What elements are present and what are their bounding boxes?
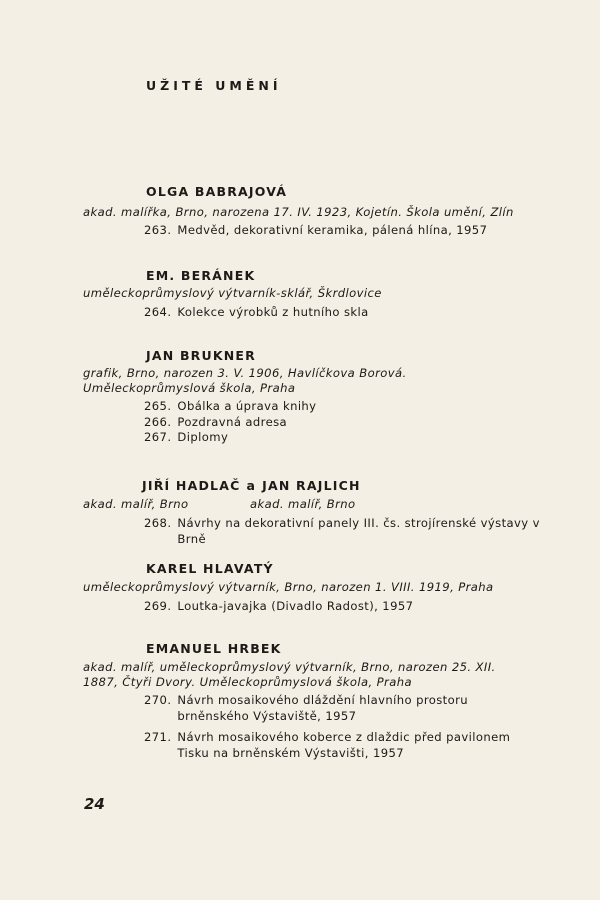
work-list <box>144 599 544 615</box>
work-number: 270. <box>144 693 172 707</box>
section-title: UŽITÉ UMĚNÍ <box>146 78 282 93</box>
work-item <box>144 399 544 415</box>
artist-names <box>142 478 361 493</box>
artist-bio: uměleckoprůmyslový výtvarník-sklář, Škrdlovice <box>83 286 382 300</box>
work-number: 267. <box>144 430 172 444</box>
work-list <box>144 693 539 761</box>
work-title: Návrh mosaikového koberce z dlaždic před pavilonem Tisku na brněnském Výstavišti, 1957 <box>177 730 511 760</box>
work-item <box>144 730 539 761</box>
work-number: 265. <box>144 399 172 413</box>
work-number: 271. <box>144 730 172 744</box>
artist-name: OLGA BABRAJOVÁ <box>146 184 288 199</box>
work-title: Pozdravná adresa <box>177 414 288 429</box>
work-number: 268. <box>144 516 172 530</box>
artist-bio-b: akad. malíř, Brno <box>250 497 356 511</box>
work-title: Loutka-javajka (Divadlo Radost), 1957 <box>177 599 414 613</box>
work-list <box>144 223 544 239</box>
work-item <box>144 223 544 239</box>
artist-name-a: JIŘÍ HADLAČ <box>142 478 241 493</box>
work-number: 269. <box>144 599 172 613</box>
work-item <box>144 305 544 321</box>
artist-name: JAN BRUKNER <box>146 348 256 363</box>
artist-bio-a: akad. malíř, Brno <box>83 497 189 511</box>
work-item <box>144 693 539 724</box>
work-title: Kolekce výrobků z hutního skla <box>177 305 369 319</box>
work-list <box>144 516 564 547</box>
work-number: 266. <box>144 414 172 429</box>
artist-name: KAREL HLAVATÝ <box>146 561 274 576</box>
work-list <box>144 305 544 321</box>
artist-bio: akad. malířka, Brno, narozena 17. IV. 1923, Kojetín. Škola umění, Zlín <box>83 205 514 219</box>
work-item <box>144 430 544 446</box>
work-title: Návrh mosaikového dláždění hlavního prostoru brněnského Výstaviště, 1957 <box>177 693 469 723</box>
artist-name: EMANUEL HRBEK <box>146 641 282 656</box>
work-item <box>144 516 564 547</box>
work-list <box>144 399 544 446</box>
name-connector: a <box>246 478 257 493</box>
work-number: 263. <box>144 223 172 237</box>
artist-bio: akad. malíř, uměleckoprůmyslový výtvarník, Brno, narozen 25. XII. 1887, Čtyři Dvory. Uměleckoprůmyslová škola, Praha <box>83 660 496 689</box>
work-title: Návrhy na dekorativní panely III. čs. strojírenské výstavy v Brně <box>177 516 540 546</box>
artist-bio: grafik, Brno, narozen 3. V. 1906, Havlíčkova Borová. Uměleckoprůmyslová škola, Praha <box>83 366 407 395</box>
artist-name: EM. BERÁNEK <box>146 268 256 283</box>
artist-bio: uměleckoprůmyslový výtvarník, Brno, narozen 1. VIII. 1919, Praha <box>83 580 494 594</box>
work-number: 264. <box>144 305 172 319</box>
work-item <box>144 599 544 615</box>
work-title: Medvěd, dekorativní keramika, pálená hlína, 1957 <box>177 223 488 237</box>
work-title: Diplomy <box>177 430 229 444</box>
artist-name-b: JAN RAJLICH <box>262 478 361 493</box>
work-title: Obálka a úprava knihy <box>177 399 317 413</box>
page-number: 24 <box>84 795 105 813</box>
work-item <box>144 415 544 431</box>
